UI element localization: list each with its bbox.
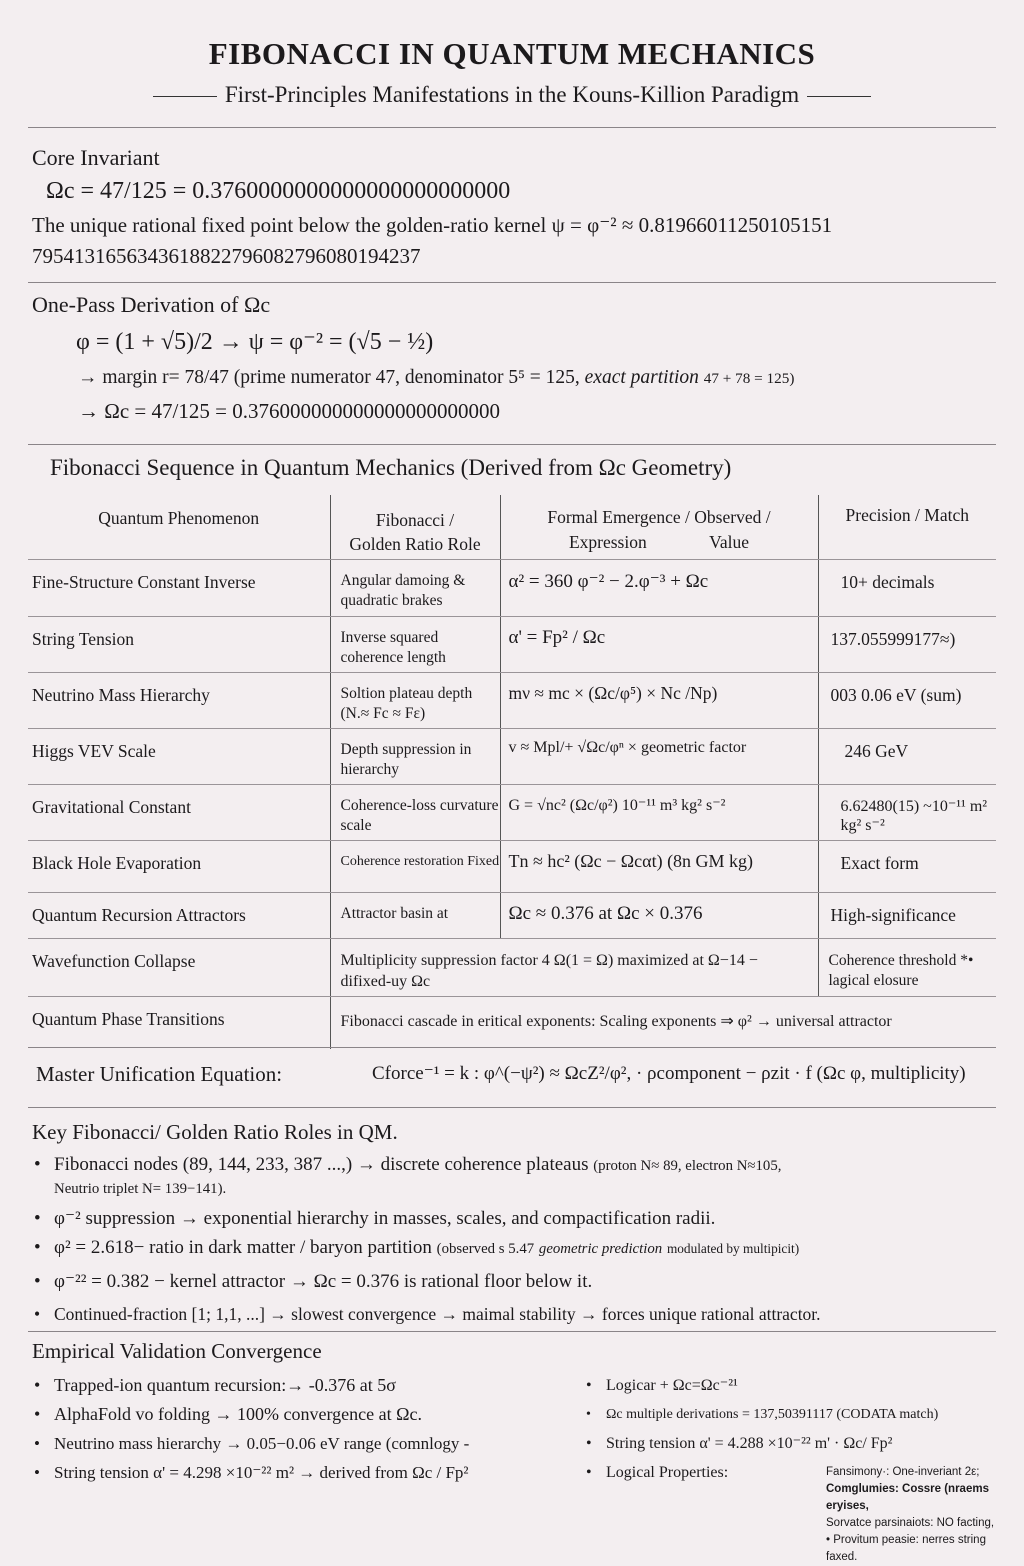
property-line: Fansimony·: One-inveriant 2ε;: [826, 1466, 980, 1478]
page-subtitle: [0, 82, 1024, 108]
list-item: • Neutrino mass hierarchy → 0.05−0.06 eV range (comnlogy -: [34, 1429, 594, 1458]
item-text: φ² = 2.618− ratio in dark matter / baryon partition: [54, 1237, 432, 1258]
header-role-a: Fibonacci /: [375, 510, 455, 530]
step-2-italic: exact partition: [584, 367, 699, 388]
cell-expression: α' = Fp² / Ωc: [500, 616, 818, 672]
item-note: (observed s 5.47: [436, 1241, 535, 1257]
core-equation: Ωc = 47/125 = 0.3760000000000000000000000: [46, 178, 511, 204]
cell-role: Fibonacci cascade in eritical exponents: Scaling exponents ⇒ φ² → universal attractor: [330, 996, 996, 1049]
table-row: [28, 892, 996, 938]
cell-precision: High-significance: [818, 892, 996, 938]
roles-heading: Key Fibonacci/ Golden Ratio Roles in QM.: [32, 1120, 398, 1144]
master-equation: Cforce⁻¹ = k : φ^(−ψ²) ≈ ΩcZ²/φ², · ρcomponent − ρzit · f (Ωc φ, multiplicity): [372, 1063, 966, 1084]
property-line: Comglumies: Cossre (nraems eryises,: [826, 1483, 989, 1512]
cell-precision: 137.055999177≈): [818, 616, 996, 672]
cell-phenomenon: String Tension: [28, 616, 330, 672]
cell-expression: Ωc ≈ 0.376 at Ωc × 0.376: [500, 892, 818, 938]
divider: [28, 1331, 996, 1332]
list-item: • Logicar + Ωc=Ωc⁻²¹: [586, 1371, 1006, 1400]
table-row: [28, 672, 996, 728]
divider: [28, 1047, 996, 1048]
list-item: • φ⁻²² = 0.382 − kernel attractor → Ωc = 0.376 is rational floor below it.: [34, 1267, 998, 1296]
validation-left-list: [34, 1371, 594, 1487]
core-heading: Core Invariant: [32, 145, 160, 170]
fibonacci-table: [28, 495, 996, 1049]
property-line: Sorvatce parsinaiots: NO facting,: [826, 1517, 995, 1529]
cell-phenomenon: Quantum Phase Transitions: [32, 1008, 225, 1029]
table-row: [28, 728, 996, 784]
cell-expression: mν ≈ mc × (Ωc/φ⁵) × Nc /Np): [500, 672, 818, 728]
page-title: FIBONACCI IN QUANTUM MECHANICS: [208, 36, 816, 71]
derivation-step-1: φ = (1 + √5)/2 → ψ = φ⁻² = (√5 − ½): [76, 329, 434, 355]
cell-role: Multiplicity suppression factor 4 Ω(1 = Ω) maximized at Ω−14 − difixed-uy Ωc: [330, 938, 818, 996]
cell-role: Angular damoing & quadratic brakes: [330, 559, 500, 616]
derivation-step-2: [78, 367, 794, 389]
table-row: [28, 840, 996, 892]
header-precision: Precision / Match: [818, 495, 996, 559]
cell-precision: 246 GeV: [818, 728, 996, 784]
table-row: [28, 559, 996, 616]
list-item: • φ⁻² suppression → exponential hierarchy in masses, scales, and compactification radii.: [34, 1204, 998, 1233]
divider: [28, 444, 996, 445]
item-text: Fibonacci nodes (89, 144, 233, 387 ...,) → discrete coherence plateaus: [54, 1154, 589, 1175]
cell-phenomenon: Gravitational Constant: [28, 784, 330, 840]
master-label: Master Unification Equation:: [36, 1062, 283, 1086]
header-phenomenon: Quantum Phenomenon: [28, 495, 330, 559]
property-line: • Provitum peasie: nerres string faxed.: [826, 1534, 986, 1563]
cell-phenomenon: Wavefunction Collapse: [28, 938, 330, 996]
item-tail: modulated by multipicit): [666, 1241, 800, 1256]
list-item: • Logical Properties:: [586, 1458, 1006, 1487]
cell-precision: Exact form: [818, 840, 996, 892]
cell-phenomenon: Neutrino Mass Hierarchy: [28, 672, 330, 728]
cell-expression: Tn ≈ hc² (Ωc − Ωcαt) (8n GM kg): [500, 840, 818, 892]
cell-role: Attractor basin at: [330, 892, 500, 938]
core-description-cont: 7954131656343618822796082796080194237: [32, 244, 421, 268]
subtitle-text: First-Principles Manifestations in the Kouns-Killion Paradigm: [224, 82, 800, 107]
list-item: [34, 1233, 998, 1264]
table-row: [28, 996, 996, 1049]
step-2-tail: 47 + 78 = 125): [703, 370, 795, 387]
subtitle-dash-left: [153, 96, 217, 97]
cell-role: Depth suppression in hierarchy: [330, 728, 500, 784]
cell-expression: α² = 360 φ⁻² − 2.φ⁻³ + Ωc: [500, 559, 818, 616]
derivation-step-3: → Ωc = 47/125 = 0.376000000000000000000000: [78, 399, 500, 423]
cell-role: Coherence-loss curvature scale: [330, 784, 500, 840]
cell-expression: G = √nc² (Ωc/φ²) 10⁻¹¹ m³ kg² s⁻²: [500, 784, 818, 840]
validation-heading: Empirical Validation Convergence: [32, 1339, 322, 1363]
cell-precision: 10+ decimals: [818, 559, 996, 616]
logical-properties: [826, 1464, 1016, 1566]
core-description: The unique rational fixed point below the golden-ratio kernel ψ = φ⁻² ≈ 0.81966011250105151: [32, 213, 833, 237]
header-role-b: Golden Ratio Role: [349, 534, 481, 554]
header-expr-b2: Value: [709, 532, 750, 552]
derivation-heading: One-Pass Derivation of Ωc: [32, 292, 271, 317]
list-item: • String tension α' = 4.298 ×10⁻²² m² → derived from Ωc / Fp²: [34, 1458, 594, 1487]
list-item: • Continued-fraction [1; 1,1, ...] → slowest convergence → maimal stability → forces unique rational attractor.: [34, 1300, 998, 1329]
list-item: • Ωc multiple derivations = 137,50391117 (CODATA match): [586, 1400, 1006, 1429]
subtitle-dash-right: [807, 96, 871, 97]
divider: [28, 1107, 996, 1108]
cell-role: Soltion plateau depth (N.≈ Fc ≈ Fε): [330, 672, 500, 728]
step-2-main: → margin r= 78/47 (prime numerator 47, denominator 5⁵ = 125,: [78, 367, 580, 388]
roles-list: [34, 1150, 998, 1329]
divider: [28, 282, 996, 283]
cell-role: Inverse squared coherence length: [330, 616, 500, 672]
cell-expression: v ≈ Mpl/+ √Ωc/φⁿ × geometric factor: [500, 728, 818, 784]
cell-phenomenon: Fine-Structure Constant Inverse: [28, 559, 330, 616]
table-row: [28, 616, 996, 672]
cell-phenomenon: Quantum Recursion Attractors: [28, 892, 330, 938]
header-expr-a: Formal Emergence / Observed /: [547, 507, 771, 527]
cell-precision: Coherence threshold *• lagical elosure: [818, 938, 996, 996]
list-item: • Trapped-ion quantum recursion:→ -0.376 at 5σ: [34, 1371, 594, 1400]
item-note-cont: Neutrio triplet N= 139−141).: [54, 1181, 227, 1197]
list-item: • AlphaFold vo folding → 100% convergence at Ωc.: [34, 1400, 594, 1429]
header-expression: [500, 495, 818, 559]
table-row: [28, 784, 996, 840]
table-header-row: [28, 495, 996, 559]
cell-phenomenon: Higgs VEV Scale: [28, 728, 330, 784]
cell-precision: 6.62480(15) ~10⁻¹¹ m² kg² s⁻²: [818, 784, 996, 840]
list-item: • String tension α' = 4.288 ×10⁻²² m' · Ωc/ Fp²: [586, 1429, 1006, 1458]
item-note: (proton N≈ 89, electron N≈105,: [593, 1158, 782, 1174]
list-item: [34, 1154, 998, 1200]
cell-role: Coherence restoration Fixed: [330, 840, 500, 892]
item-italic: geometric prediction: [538, 1241, 663, 1257]
table-heading: Fibonacci Sequence in Quantum Mechanics (Derived from Ωc Geometry): [50, 455, 732, 480]
header-role: [330, 495, 500, 559]
cell-phenomenon: Black Hole Evaporation: [28, 840, 330, 892]
table-row: [28, 938, 996, 996]
header-expr-b1: Expression: [568, 532, 647, 552]
cell-precision: 003 0.06 eV (sum): [818, 672, 996, 728]
divider: [28, 127, 996, 128]
